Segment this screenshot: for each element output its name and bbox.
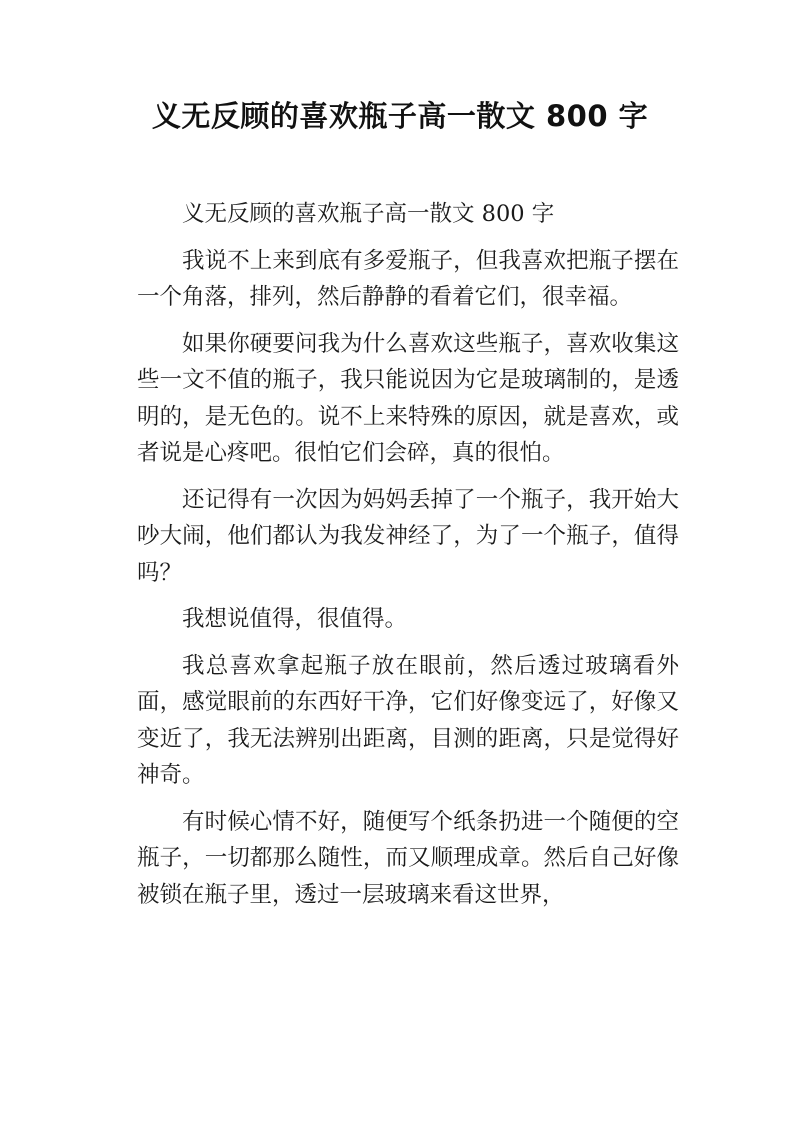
paragraph: 还记得有一次因为妈妈丢掉了一个瓶子，我开始大吵大闹，他们都认为我发神经了，为了一个瓶子，值得吗？ — [137, 486, 679, 586]
paragraph: 有时候心情不好，随便写个纸条扔进一个随便的空瓶子，一切都那么随性，而又顺理成章。然后自己好像被锁在瓶子里，透过一层玻璃来看这世界， — [137, 808, 679, 908]
paragraph: 如果你硬要问我为什么喜欢这些瓶子，喜欢收集这些一文不值的瓶子，我只能说因为它是玻璃制的，是透明的，是无色的。说不上来特殊的原因，就是喜欢，或者说是心疼吧。很怕它们会碎，真的很怕。 — [137, 330, 679, 466]
paragraph: 义无反顾的喜欢瓶子高一散文 800 字 — [182, 201, 555, 227]
document-body — [137, 196, 679, 923]
paragraph: 我说不上来到底有多爱瓶子，但我喜欢把瓶子摆在一个角落，排列，然后静静的看着它们，很幸福。 — [137, 247, 679, 310]
paragraph: 我总喜欢拿起瓶子放在眼前，然后透过玻璃看外面，感觉眼前的东西好干净，它们好像变远了，好像又变近了，我无法辨别出距离，目测的距离，只是觉得好神奇。 — [137, 652, 679, 788]
paragraph: 我想说值得，很值得。 — [182, 606, 408, 632]
document-title: 义无反顾的喜欢瓶子高一散文 800 字 — [151, 99, 649, 133]
